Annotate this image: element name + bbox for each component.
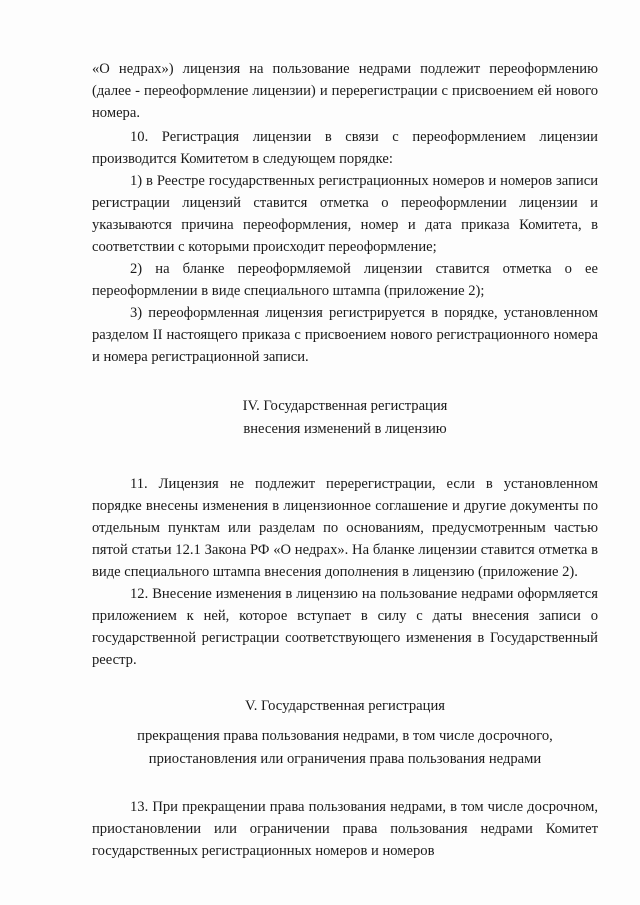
section-4-subtitle: внесения изменений в лицензию: [243, 421, 447, 437]
paragraph-10: 10. Регистрация лицензии в связи с переоформлением лицензии производится Комитетом в следующем порядке:: [92, 129, 598, 167]
paragraph-continuation: «О недрах») лицензия на пользование недрами подлежит переоформлению (далее - переоформление лицензии) и перерегистрации с присвоением ей нового номера.: [92, 61, 598, 121]
paragraph-10-item-3: 3) переоформленная лицензия регистрируется в порядке, установленном разделом II настоящего приказа с присвоением нового регистрационного номера и номера регистрационной записи.: [92, 305, 598, 365]
document-body: [92, 58, 598, 862]
paragraph-13: 13. При прекращении права пользования недрами, в том числе досрочном, приостановлении или ограничении права пользования недрами Комитет государственных регистрационных номеров и номеров: [92, 799, 598, 859]
section-5-title: V. Государственная регистрация: [245, 698, 445, 714]
section-4-heading: [92, 395, 598, 440]
section-5-subtitle-2: приостановления или ограничения права пользования недрами: [148, 751, 542, 767]
paragraph-11: 11. Лицензия не подлежит перерегистрации, если в установленном порядке внесены изменения в лицензионное соглашение и другие документы по отдельным пунктам или разделам по основаниям, предусмотренным частью пятой статьи 12.1 Закона РФ «О недрах». На бланке лицензии ставится отметка в виде специального штампа внесения дополнения в лицензию (приложение 2).: [92, 476, 598, 580]
section-5-heading: [92, 695, 598, 770]
paragraph-12: 12. Внесение изменения в лицензию на пользование недрами оформляется приложением к ней, которое вступает в силу с даты внесения записи о государственной регистрации соответствующего изменения в Государственный реестр.: [92, 586, 598, 668]
section-4-title: IV. Государственная регистрация: [242, 398, 448, 414]
paragraph-10-item-2: 2) на бланке переоформляемой лицензии ставится отметка о ее переоформлении в виде специального штампа (приложение 2);: [92, 261, 598, 299]
section-5-subtitle-1: прекращения права пользования недрами, в том числе досрочного,: [137, 728, 553, 744]
paragraph-10-item-1: 1) в Реестре государственных регистрационных номеров и номеров записи регистрации лицензий ставится отметка о переоформлении лицензии и указываются причина переоформления, номер и дата приказа Комитета, в соответствии с которыми происходит переоформление;: [92, 173, 598, 255]
